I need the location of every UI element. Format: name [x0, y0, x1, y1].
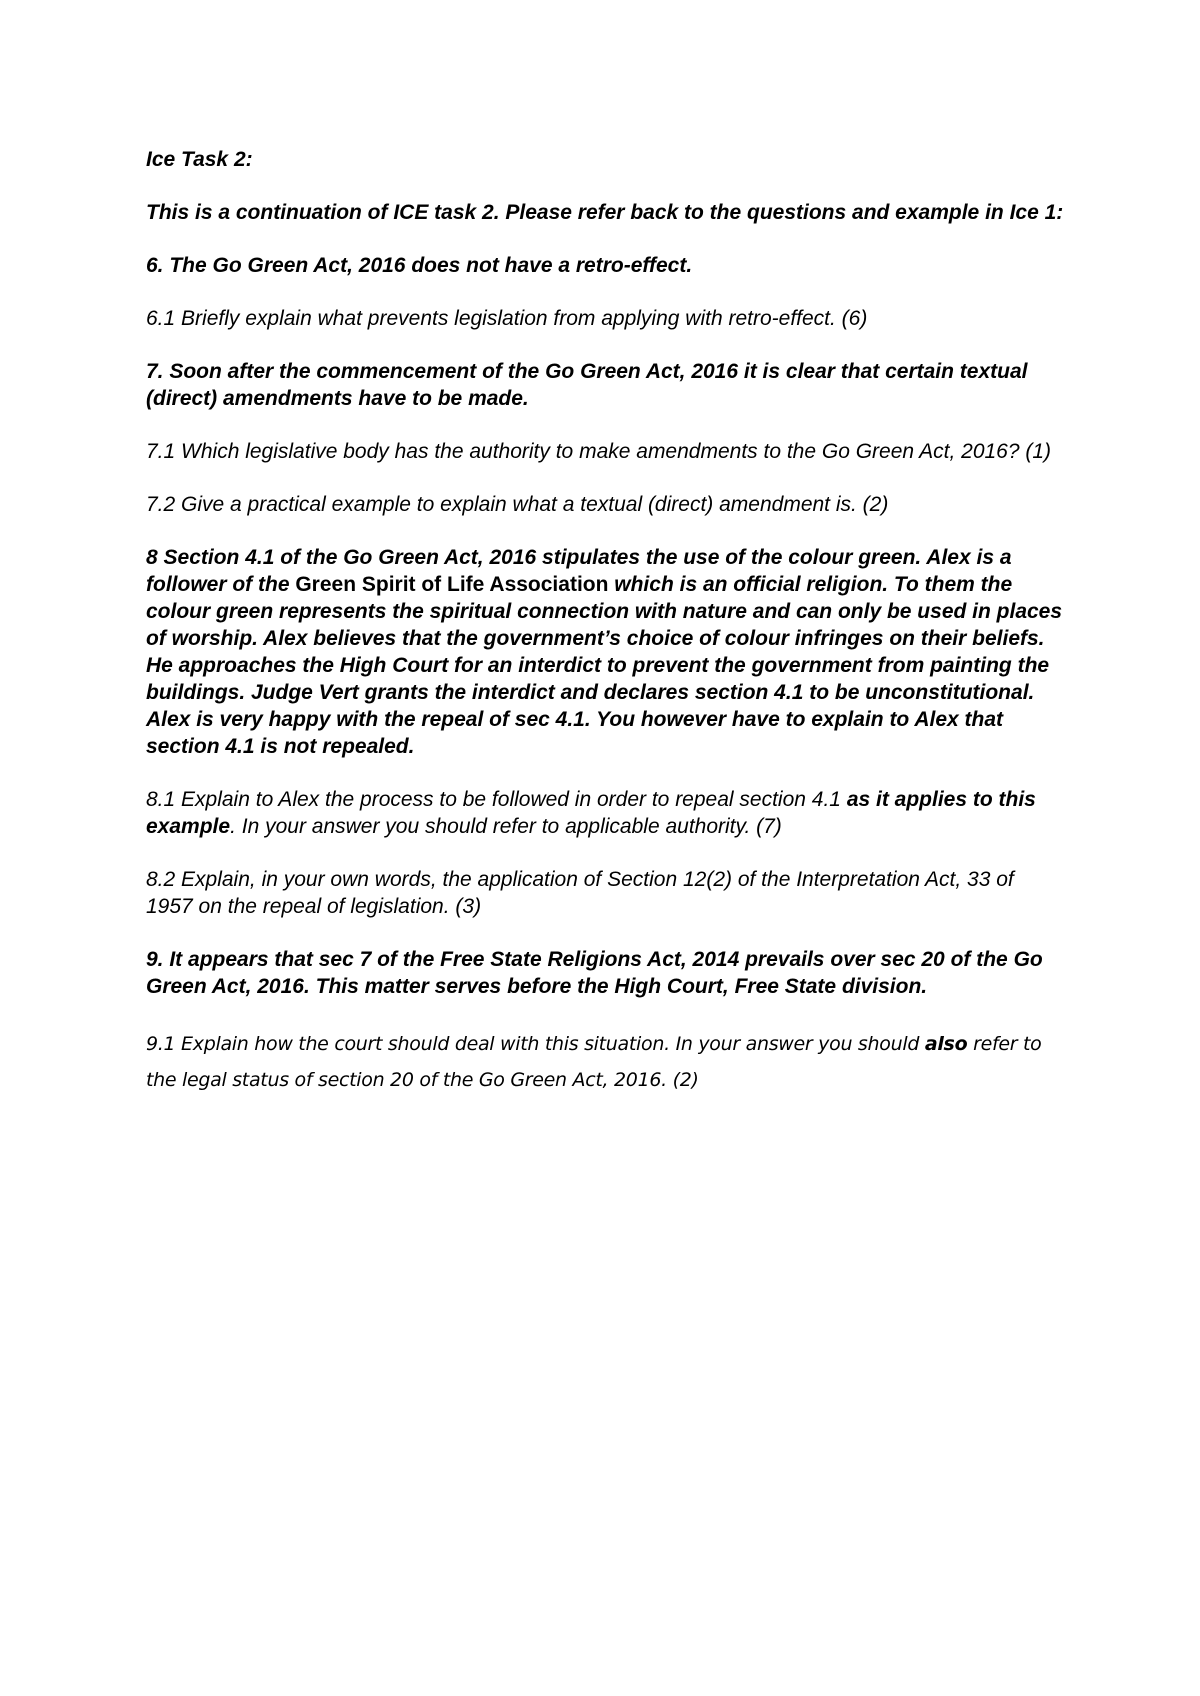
question-8-1-part2: . In your answer you should refer to applicable authority. (7) — [230, 815, 782, 838]
question-6-1: 6.1 Briefly explain what prevents legislation from applying with retro-effect. (6) — [146, 307, 868, 330]
association-name: Green Spirit of Life Association — [295, 573, 609, 596]
question-8-statement-part1: 8 Section 4.1 of the Go Green Act, 2016 stipulates the use of the colour green. Alex is a follower of the — [146, 546, 1012, 596]
question-7-1: 7.1 Which legislative body has the authority to make amendments to the Go Green Act, 2016? (1) — [146, 440, 1052, 463]
question-8-statement — [146, 544, 1066, 760]
question-7-2: 7.2 Give a practical example to explain what a textual (direct) amendment is. (2) — [146, 493, 889, 516]
task-intro: This is a continuation of ICE task 2. Please refer back to the questions and example in Ice 1: — [146, 201, 1064, 224]
document-body — [146, 146, 1066, 1124]
question-8-1-part1: 8.1 Explain to Alex the process to be followed in order to repeal section 4.1 — [146, 788, 847, 811]
question-8-statement-part2: which is an official religion. To them the colour green represents the spiritual connection with nature and can only be used in places of worship. Alex believes that the government’s choice of colour infringes on their beliefs. He approaches the High Court for an interdict to prevent the government from painting the buildings. Judge Vert grants the interdict and declares section 4.1 to be unconstitutional. Alex is very happy with the repeal of sec 4.1. You however have to explain to Alex that section 4.1 is not repealed. — [146, 573, 1063, 758]
question-9-1-part2: refer to the legal status of section 20 of the Go Green Act, 2016. (2) — [146, 1033, 1042, 1091]
question-9-1 — [146, 1026, 1066, 1098]
question-8-2: 8.2 Explain, in your own words, the application of Section 12(2) of the Interpretation Act, 33 of 1957 on the repeal of legislation. (3) — [146, 868, 1014, 918]
task-heading: Ice Task 2: — [146, 148, 253, 171]
question-8-1 — [146, 786, 1066, 840]
question-7-statement: 7. Soon after the commencement of the Go Green Act, 2016 it is clear that certain textual (direct) amendments have to be made. — [146, 360, 1028, 410]
question-9-statement: 9. It appears that sec 7 of the Free State Religions Act, 2014 prevails over sec 20 of the Go Green Act, 2016. This matter serves before the High Court, Free State division. — [146, 948, 1043, 998]
question-8-1-emphasis: as it applies to this example — [146, 788, 1036, 838]
question-6-statement: 6. The Go Green Act, 2016 does not have a retro-effect. — [146, 254, 693, 277]
question-9-1-emphasis: also — [924, 1033, 968, 1055]
question-9-1-part1: 9.1 Explain how the court should deal with this situation. In your answer you should — [146, 1033, 925, 1055]
